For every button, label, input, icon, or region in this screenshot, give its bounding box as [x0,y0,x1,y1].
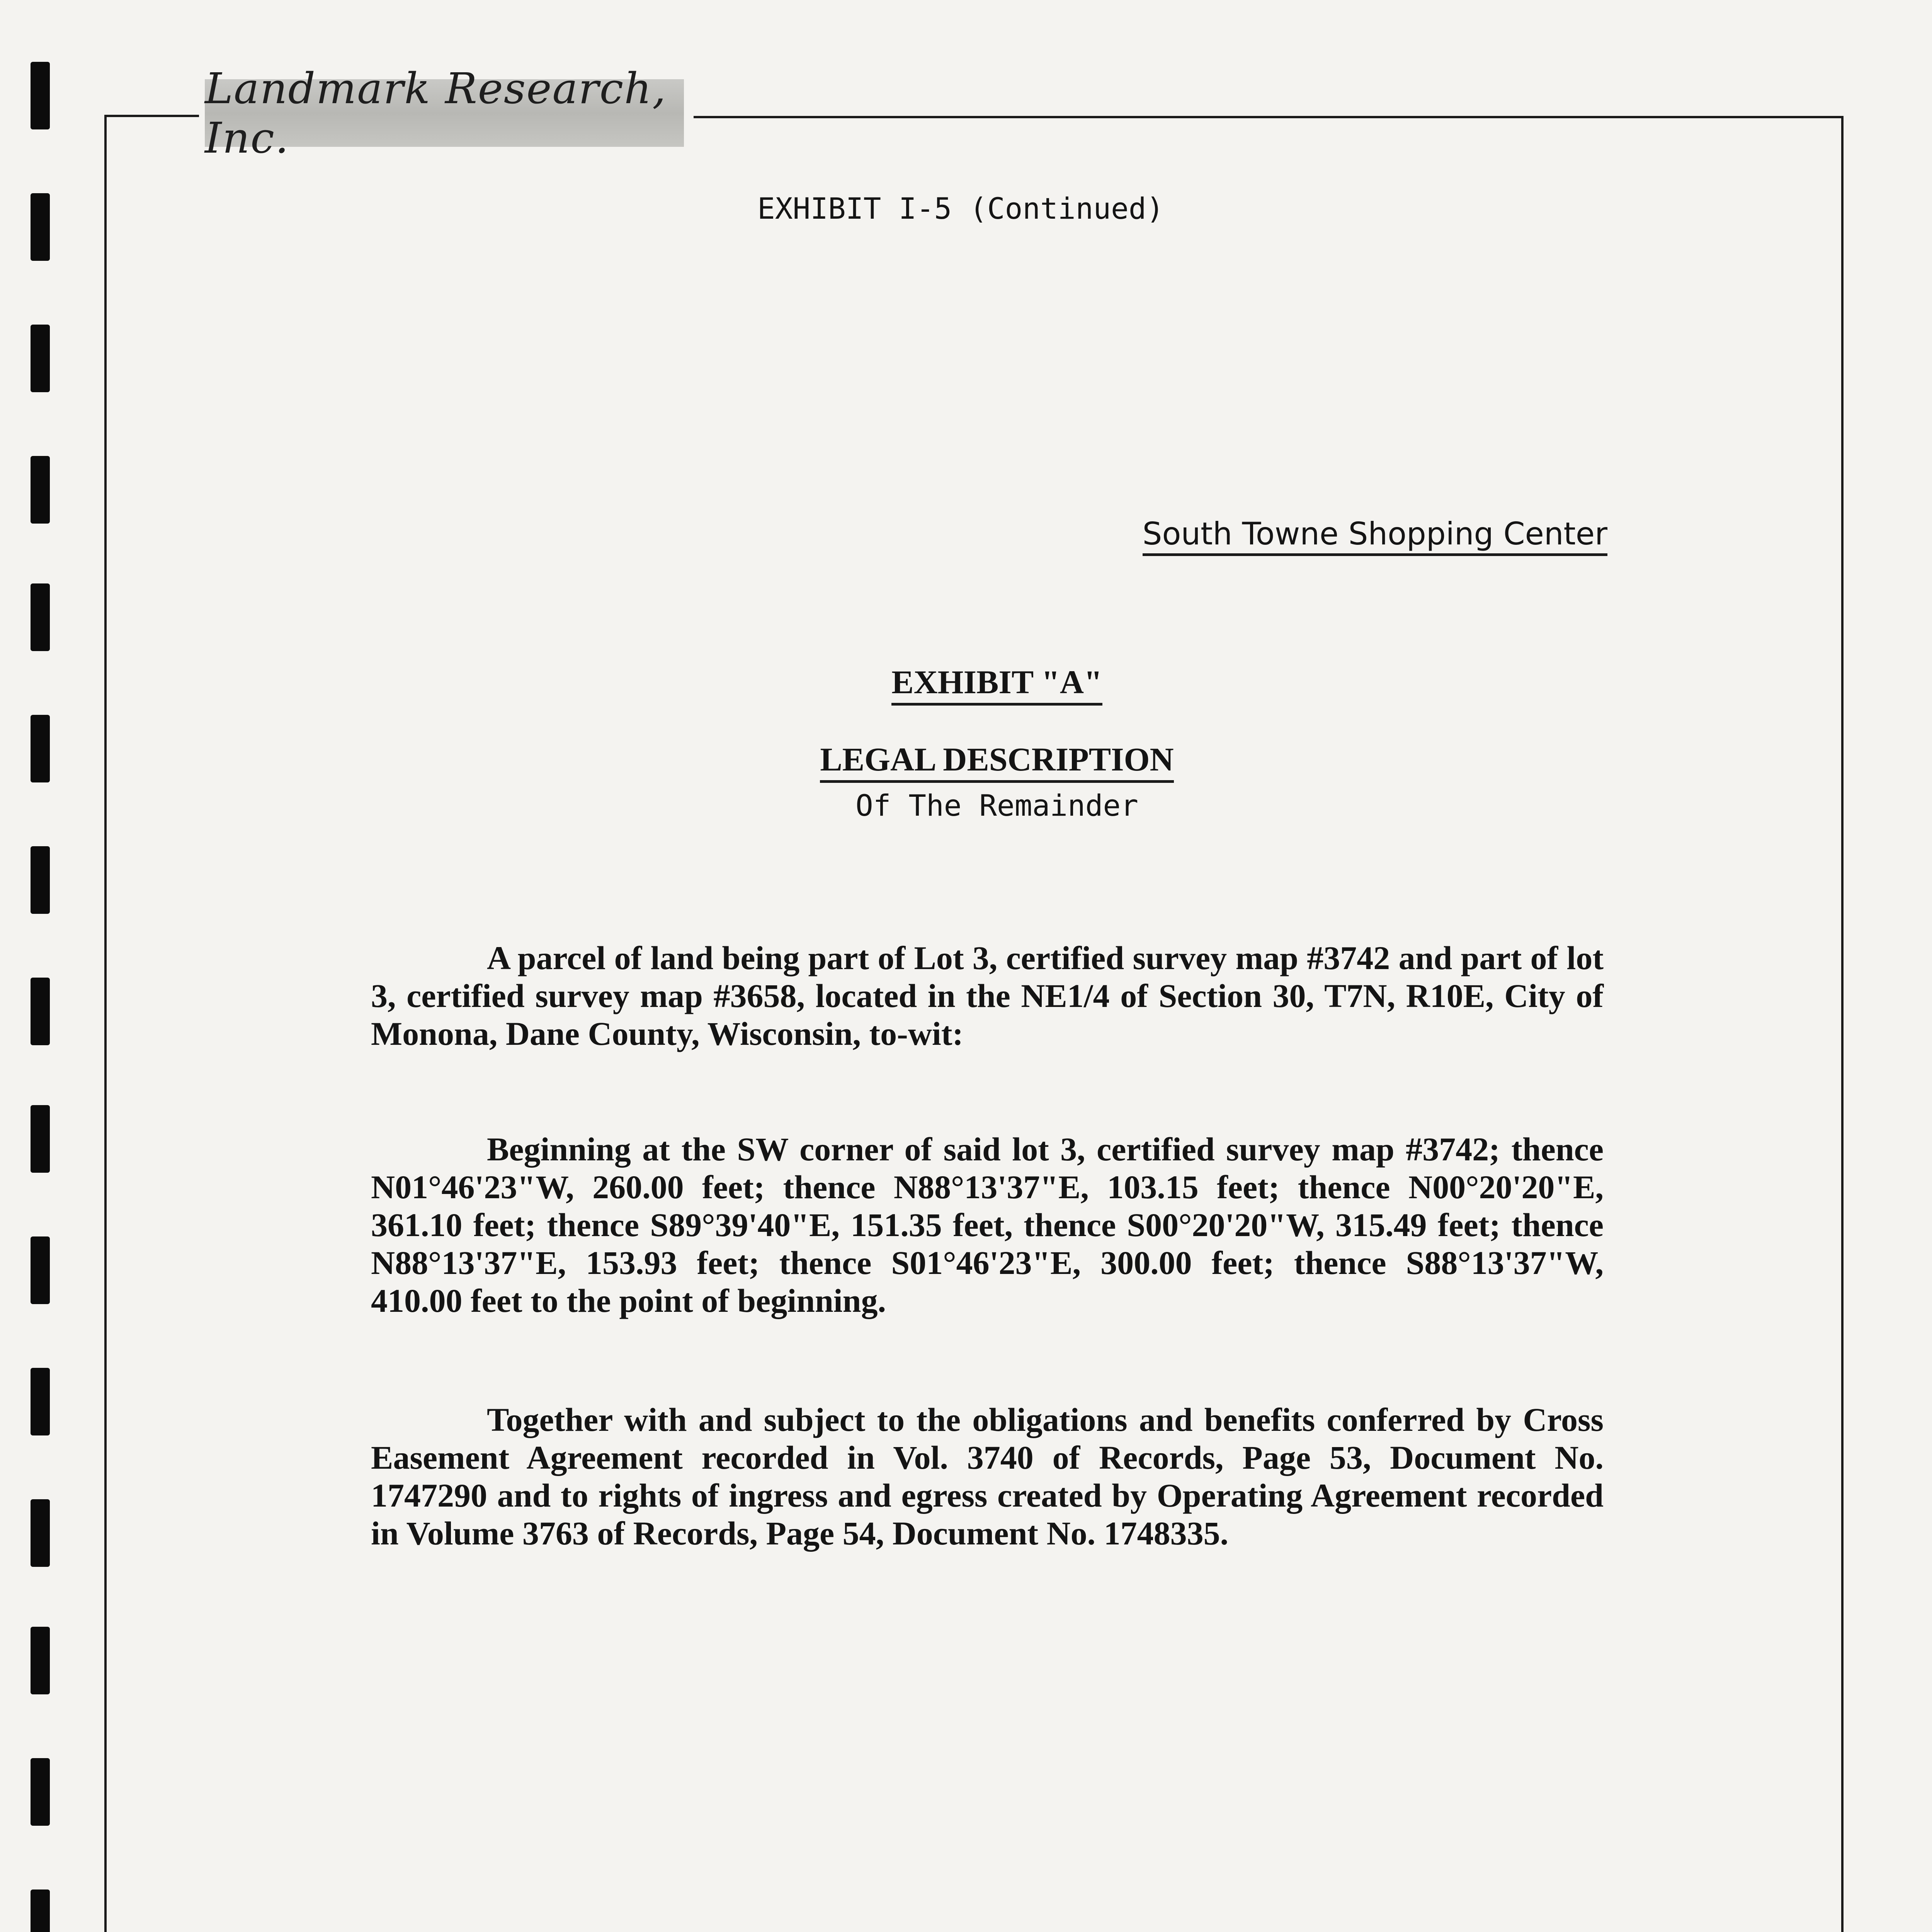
company-letterhead [205,63,684,163]
frame-top-right [694,116,1843,118]
binder-mark [31,715,50,782]
exhibit-continued-heading: EXHIBIT I-5 (Continued) [757,191,1164,226]
legal-description-label: LEGAL DESCRIPTION [820,741,1173,783]
binder-mark [31,1368,50,1435]
binder-mark [31,1758,50,1826]
property-title: South Towne Shopping Center [1143,516,1607,556]
paragraph-boundary: Beginning at the SW corner of said lot 3, certified survey map #3742; thence N01°46'23"W, 260.00 feet; thence N88°13'37"E, 103.15 feet; thence N00°20'20"E, 361.10 feet; thence S89°39'40"E, 151.35 feet, thence S00°20'20"W, 315.49 feet; thence N88°13'37"E, 153.93 feet; thence S01°46'23"E, 300.00 feet; thence S88°13'37"W, 410.00 feet to the point of beginning. [371,1131,1604,1319]
binder-mark [31,325,50,392]
company-name: Landmark Research, Inc. [205,63,667,163]
exhibit-a-heading [811,663,1182,701]
binder-mark [31,62,50,129]
binder-mark [31,583,50,651]
binder-mark [31,1889,50,1932]
binder-mark [31,1499,50,1567]
binder-mark [31,1105,50,1173]
paragraph-parcel: A parcel of land being part of Lot 3, certified survey map #3742 and part of lot 3, certified survey map #3658, located in the NE1/4 of Section 30, T7N, R10E, City of Monona, Dane County, Wisconsin, to-wit: [371,939,1604,1052]
binder-mark [31,1236,50,1304]
frame-top-left [104,115,199,117]
binder-mark [31,456,50,524]
binder-mark [31,1627,50,1694]
binder-mark [31,978,50,1045]
legal-description-heading [788,740,1206,779]
frame-left [104,115,107,1932]
binder-mark [31,846,50,914]
exhibit-a-label: EXHIBIT "A" [891,663,1102,706]
binder-mark [31,193,50,261]
frame-right [1841,116,1844,1932]
paragraph-easement: Together with and subject to the obligations and benefits conferred by Cross Easement Agreement recorded in Vol. 3740 of Records, Page 53, Document No. 1747290 and to rights of ingress and egress created by Operating Agreement recorded in Volume 3763 of Records, Page 54, Document No. 1748335. [371,1401,1604,1552]
legal-description-subtitle: Of The Remainder [855,788,1139,823]
